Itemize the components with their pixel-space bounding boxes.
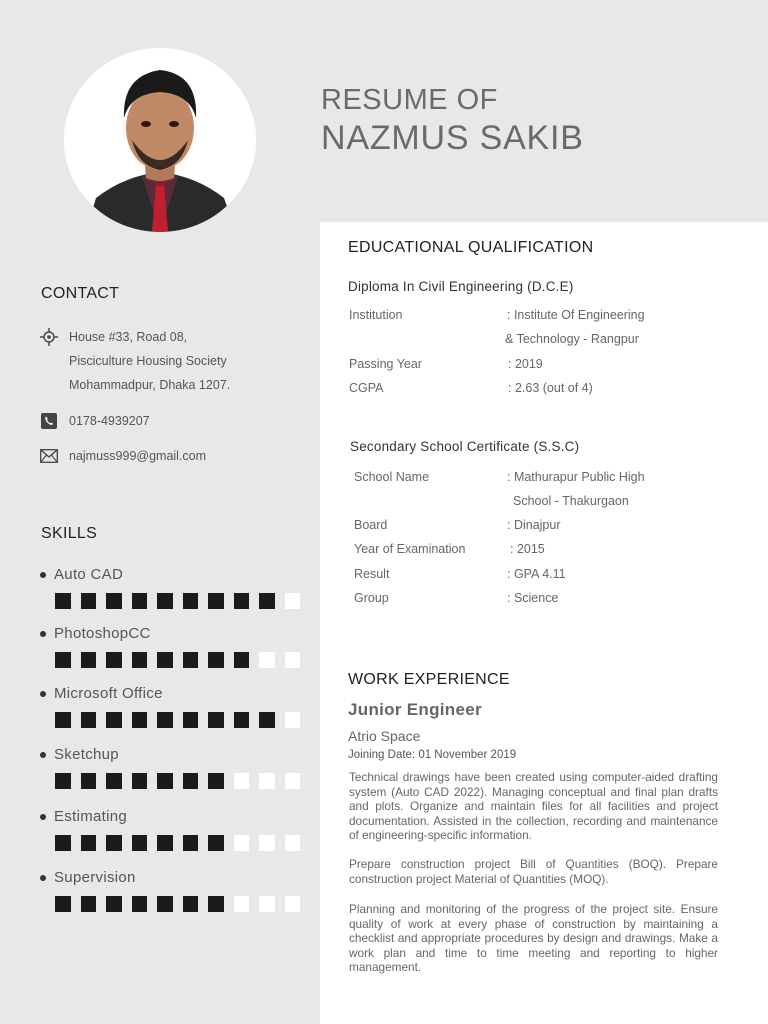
education-heading: EDUCATIONAL QUALIFICATION bbox=[348, 239, 594, 256]
skill-square-filled bbox=[259, 593, 275, 609]
main-panel bbox=[320, 222, 768, 1024]
diploma-title: Diploma In Civil Engineering (D.C.E) bbox=[348, 279, 574, 294]
skill-level-bar bbox=[55, 896, 310, 912]
joining-date: Joining Date: 01 November 2019 bbox=[348, 749, 517, 761]
institution-value-1: : Institute Of Engineering bbox=[507, 308, 645, 322]
skill-square-filled bbox=[183, 896, 199, 912]
skill-item bbox=[40, 808, 310, 851]
skill-square-filled bbox=[234, 593, 250, 609]
skill-square-empty bbox=[285, 712, 301, 728]
skill-square-filled bbox=[208, 593, 224, 609]
skill-square-filled bbox=[132, 773, 148, 789]
resume-title bbox=[321, 84, 584, 158]
skill-name bbox=[40, 808, 310, 825]
skill-square-filled bbox=[81, 712, 97, 728]
address-line-2: Pisciculture Housing Society bbox=[69, 354, 227, 368]
work-description-1: Technical drawings have been created using computer-aided drafting system (Auto CAD 2022). Managing conceptual and final plan drafts and plots. Organize and maintain files for all facilities and project documentation. Assisted in the collection, recording and maintenance of engineering-specific information. bbox=[349, 770, 718, 843]
contact-email bbox=[40, 444, 206, 468]
skill-square-filled bbox=[183, 652, 199, 668]
board-label: Board bbox=[354, 518, 388, 532]
skill-square-filled bbox=[132, 712, 148, 728]
year-label: Year of Examination bbox=[354, 542, 466, 556]
email-address[interactable]: najmuss999@gmail.com bbox=[69, 449, 207, 463]
skill-square-filled bbox=[234, 652, 250, 668]
contact-heading: CONTACT bbox=[41, 285, 120, 302]
institution-value-2: & Technology - Rangpur bbox=[505, 332, 639, 346]
skill-square-filled bbox=[157, 835, 173, 851]
skill-square-filled bbox=[132, 652, 148, 668]
institution-label: Institution bbox=[349, 308, 403, 322]
skill-square-filled bbox=[81, 896, 97, 912]
skill-label: Estimating bbox=[54, 808, 128, 825]
skill-square-empty bbox=[285, 773, 301, 789]
skill-square-filled bbox=[157, 652, 173, 668]
skill-square-filled bbox=[157, 773, 173, 789]
company-name: Atrio Space bbox=[348, 728, 421, 744]
skill-square-filled bbox=[157, 593, 173, 609]
group-value: : Science bbox=[507, 591, 559, 605]
skill-square-filled bbox=[106, 712, 122, 728]
skill-square-filled bbox=[208, 712, 224, 728]
skill-square-filled bbox=[81, 593, 97, 609]
contact-phone bbox=[40, 409, 150, 433]
school-value-2: School - Thakurgaon bbox=[513, 494, 629, 508]
title-line-1: RESUME OF bbox=[321, 84, 498, 116]
skill-square-filled bbox=[208, 773, 224, 789]
skill-name bbox=[40, 869, 310, 886]
skill-square-filled bbox=[132, 835, 148, 851]
skill-square-filled bbox=[55, 652, 71, 668]
bullet-dot bbox=[40, 752, 46, 758]
skill-square-filled bbox=[81, 773, 97, 789]
skill-square-filled bbox=[55, 835, 71, 851]
cgpa-label: CGPA bbox=[349, 381, 384, 395]
email-icon bbox=[40, 447, 58, 465]
profile-portrait bbox=[64, 48, 256, 232]
skill-item bbox=[40, 869, 310, 912]
skill-square-filled bbox=[106, 896, 122, 912]
skill-square-filled bbox=[81, 652, 97, 668]
skill-square-filled bbox=[106, 773, 122, 789]
skill-item bbox=[40, 746, 310, 789]
school-label: School Name bbox=[354, 470, 430, 484]
passing-label: Passing Year bbox=[349, 357, 422, 371]
skill-label: Auto CAD bbox=[54, 566, 124, 583]
skill-square-filled bbox=[132, 896, 148, 912]
skill-item bbox=[40, 566, 310, 609]
job-title: Junior Engineer bbox=[348, 700, 482, 719]
skill-level-bar bbox=[55, 773, 310, 789]
skill-name bbox=[40, 625, 310, 642]
cgpa-value: : 2.63 (out of 4) bbox=[508, 381, 593, 395]
skill-item bbox=[40, 625, 310, 668]
address-line-3: Mohammadpur, Dhaka 1207. bbox=[69, 378, 231, 392]
work-description-3: Planning and monitoring of the progress of the project site. Ensure quality of work at every phase of construction by maintaining a checklist and appropriate procedures by design and drawings. Make a work plan and time to time meeting and reporting to higher management. bbox=[349, 902, 718, 975]
contact-address bbox=[40, 325, 230, 397]
skill-square-filled bbox=[55, 712, 71, 728]
bullet-dot bbox=[40, 875, 46, 881]
result-label: Result bbox=[354, 567, 390, 581]
location-icon bbox=[40, 328, 58, 346]
ssc-title: Secondary School Certificate (S.S.C) bbox=[350, 439, 580, 454]
skill-square-empty bbox=[259, 773, 275, 789]
skill-square-empty bbox=[234, 835, 250, 851]
group-label: Group bbox=[354, 591, 389, 605]
result-value: : GPA 4.11 bbox=[507, 567, 566, 581]
skill-square-empty bbox=[285, 652, 301, 668]
skill-square-filled bbox=[157, 712, 173, 728]
title-line-2: NAZMUS SAKIB bbox=[321, 119, 584, 157]
skill-square-filled bbox=[183, 773, 199, 789]
school-value-1: : Mathurapur Public High bbox=[507, 470, 645, 484]
skill-square-filled bbox=[208, 652, 224, 668]
skill-name bbox=[40, 566, 310, 583]
skill-square-empty bbox=[285, 896, 301, 912]
skill-item bbox=[40, 685, 310, 728]
skill-name bbox=[40, 746, 310, 763]
skill-square-filled bbox=[132, 593, 148, 609]
skill-label: Microsoft Office bbox=[54, 685, 163, 702]
skill-square-filled bbox=[55, 593, 71, 609]
profile-photo bbox=[64, 48, 256, 232]
skill-square-filled bbox=[106, 652, 122, 668]
skill-square-empty bbox=[259, 896, 275, 912]
skill-square-filled bbox=[183, 835, 199, 851]
skill-square-filled bbox=[259, 712, 275, 728]
skill-square-empty bbox=[259, 835, 275, 851]
skill-level-bar bbox=[55, 652, 310, 668]
passing-value: : 2019 bbox=[508, 357, 543, 371]
skill-level-bar bbox=[55, 593, 310, 609]
bullet-dot bbox=[40, 814, 46, 820]
skill-label: Supervision bbox=[54, 869, 136, 886]
skill-square-filled bbox=[106, 593, 122, 609]
skill-square-empty bbox=[285, 835, 301, 851]
bullet-dot bbox=[40, 631, 46, 637]
skill-square-filled bbox=[208, 896, 224, 912]
skill-level-bar bbox=[55, 835, 310, 851]
board-value: : Dinajpur bbox=[507, 518, 561, 532]
skill-square-filled bbox=[183, 712, 199, 728]
bullet-dot bbox=[40, 691, 46, 697]
skill-square-empty bbox=[285, 593, 301, 609]
phone-icon bbox=[40, 412, 58, 430]
skill-level-bar bbox=[55, 712, 310, 728]
year-value: : 2015 bbox=[510, 542, 545, 556]
skill-label: Sketchup bbox=[54, 746, 119, 763]
work-heading: WORK EXPERIENCE bbox=[348, 671, 510, 688]
skill-label: PhotoshopCC bbox=[54, 625, 151, 642]
skill-square-filled bbox=[157, 896, 173, 912]
address-line-1: House #33, Road 08, bbox=[69, 330, 188, 344]
skill-square-filled bbox=[183, 593, 199, 609]
phone-number[interactable]: 0178-4939207 bbox=[69, 414, 150, 428]
skill-square-filled bbox=[81, 835, 97, 851]
skill-square-filled bbox=[106, 835, 122, 851]
bullet-dot bbox=[40, 572, 46, 578]
work-description-2: Prepare construction project Bill of Quantities (BOQ). Prepare construction project Material of Quantities (MOQ). bbox=[349, 857, 718, 886]
skill-name bbox=[40, 685, 310, 702]
skill-square-empty bbox=[259, 652, 275, 668]
skill-square-empty bbox=[234, 773, 250, 789]
skill-square-filled bbox=[55, 773, 71, 789]
skill-square-filled bbox=[234, 712, 250, 728]
skill-square-filled bbox=[55, 896, 71, 912]
skills-heading: SKILLS bbox=[41, 525, 98, 542]
skill-square-empty bbox=[234, 896, 250, 912]
skill-square-filled bbox=[208, 835, 224, 851]
